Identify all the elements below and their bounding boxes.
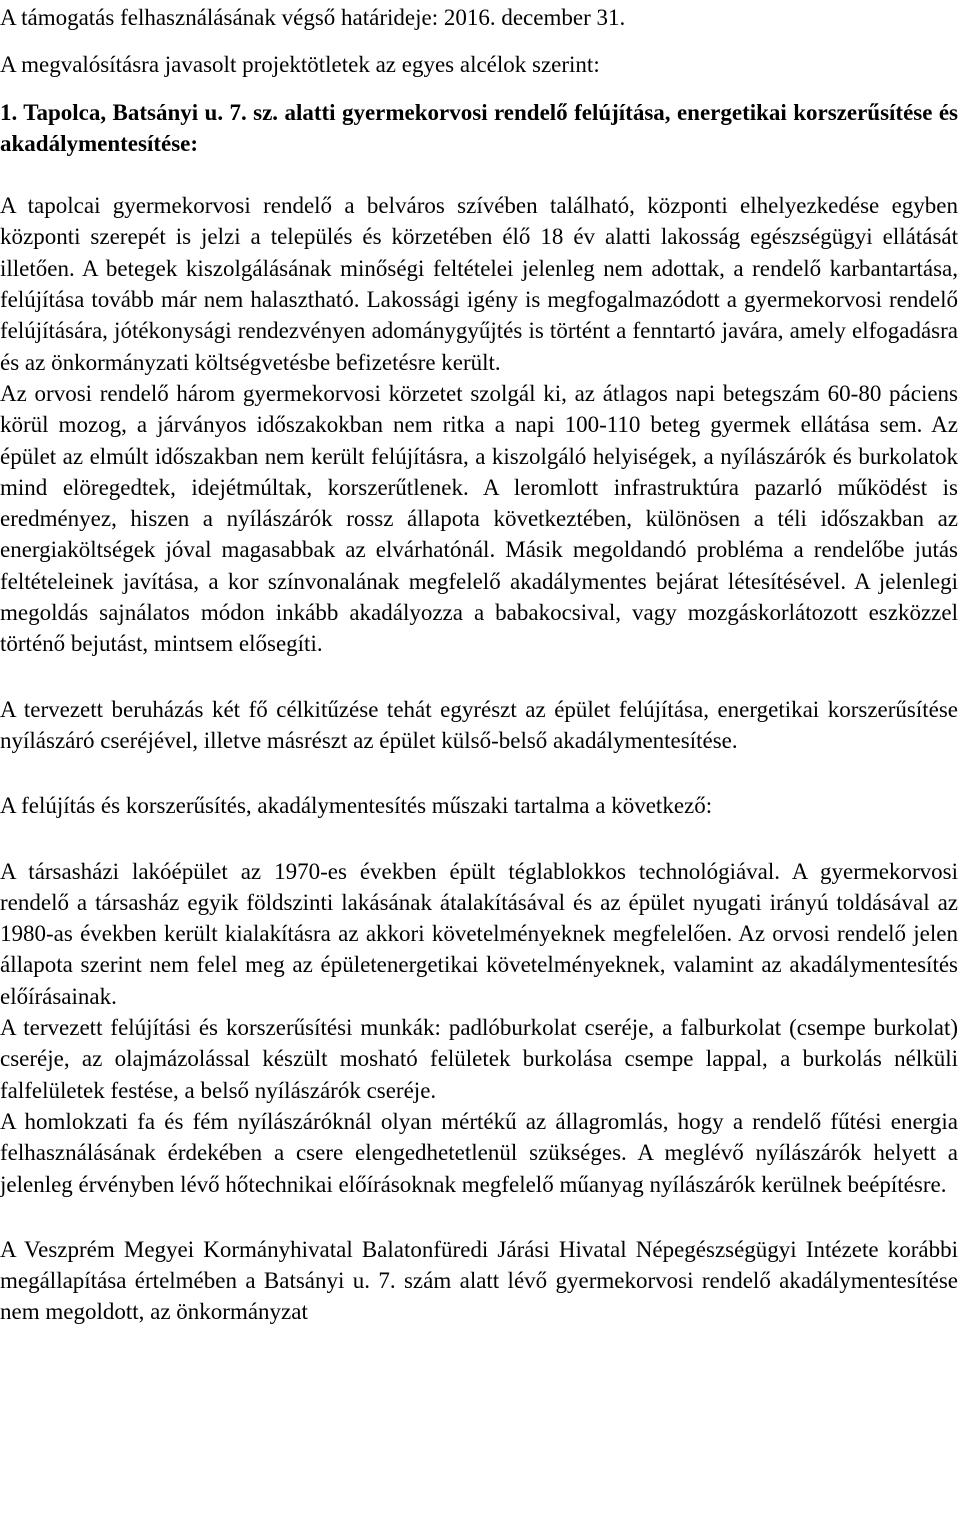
project-heading-title: alatti gyermekorvosi rendelő felújítása, energetikai korszerűsítése és akadálymentesítése: — [0, 99, 958, 156]
spacer — [0, 756, 958, 790]
paragraph-windows: A homlokzati fa és fém nyílászáróknál olyan mértékű az állagromlás, hogy a rendelő fűtési energia felhasználásának érdekében a csere elengedhetetlenül szükséges. A meglévő nyílászárók helyett a jelenleg érvényben lévő hőtechnikai előírásoknak megfelelő műanyag nyílászárók kerülnek beépítésre. — [0, 1108, 958, 1197]
spacer — [0, 33, 958, 49]
paragraph-authority: A Veszprém Megyei Kormányhivatal Balatonfüredi Járási Hivatal Népegészségügyi Intézete korábbi megállapítása értelmében a Batsányi u. 7. szám alatt lévő gyermekorvosi rendelő akadálymentesítése nem megoldott, az önkormányzat — [0, 1236, 958, 1325]
paragraph-clinic-location: A tapolcai gyermekorvosi rendelő a belváros szívében található, központi elhelyezkedése egyben központi szerepét is jelzi a település és körzetében élő 18 év alatti lakosság egészségügyi ellátását illetően. A betegek kiszolgálásának minőségi feltételei jelenleg nem adottak, a rendelő karbantartása, felújítása tovább már nem halasztható. Lakossági igény is megfogalmazódott a gyermekorvosi rendelő felújítására, jótékonysági rendezvényen adománygyűjtés is történt a fenntartó javára, amely elfogadásra és az önkormányzati költségvetésbe befizetésre került. — [0, 193, 958, 375]
spacer — [0, 660, 958, 694]
deadline-line: A támogatás felhasználásának végső határideje: 2016. december 31. — [0, 5, 626, 30]
project-heading — [0, 97, 958, 160]
spacer — [0, 81, 958, 97]
paragraph-clinic-condition: Az orvosi rendelő három gyermekorvosi körzetet szolgál ki, az átlagos napi betegszám 60-80 páciens körül mozog, a járványos időszakokban nem ritka a napi 100-110 beteg gyermek ellátása sem. Az épület az elmúlt időszakban nem került felújításra, a kiszolgáló helyiségek, a nyílászárók és burkolatok mind elöregedtek, idejétmúltak, korszerűtlenek. A leromlott infrastruktúra pazarló működést is eredményez, hiszen a nyílászárók rossz állapota következtében, különösen a téli időszakban az energiaköltségek jóval magasabbak az elvárhatónál. Másik megoldandó probléma a rendelőbe jutás feltételeinek javítása, a kor színvonalának megfelelő akadálymentes bejárat létesítésével. A jelenlegi megoldás sajnálatos módon inkább akadályozza a babakocsival, vagy mozgáskorlátozott eszközzel történő bejutást, mintsem elősegíti. — [0, 380, 958, 657]
spacer — [0, 1200, 958, 1234]
paragraph-planned-works: A tervezett felújítási és korszerűsítési munkák: padlóburkolat cseréje, a falburkolat (csempe burkolat) cseréje, az olajmázolással készült mosható felületek burkolása csempe lappal, a burkolás nélküli falfelületek festése, a belső nyílászárók cseréje. — [0, 1015, 958, 1103]
paragraph-project-goals: A tervezett beruházás két fő célkitűzése tehát egyrészt az épület felújítása, energetikai korszerűsítése nyílászáró cseréjével, illetve másrészt az épület külső-belső akadálymentesítése. — [0, 696, 958, 753]
paragraph-building-history: A társasházi lakóépület az 1970-es években épült téglablokkos technológiával. A gyermekorvosi rendelő a társasház egyik földszinti lakásának átalakításával és az épület nyugati irányú toldásával az 1980-as években került kialakításra az akkori követelményeknek megfelelően. Az orvosi rendelő jelen állapota szerint nem felel meg az épületenergetikai követelményeknek, valamint az akadálymentesítés előírásainak. — [0, 858, 958, 1009]
spacer — [0, 822, 958, 856]
spacer — [0, 159, 958, 190]
proposals-intro: A megvalósításra javasolt projektötletek az egyes alcélok szerint: — [0, 52, 600, 78]
project-heading-prefix: 1. Tapolca, Batsányi u. 7. sz. — [0, 99, 279, 125]
paragraph-technical-intro: A felújítás és korszerűsítés, akadálymentesítés műszaki tartalma a következő: — [0, 793, 713, 819]
